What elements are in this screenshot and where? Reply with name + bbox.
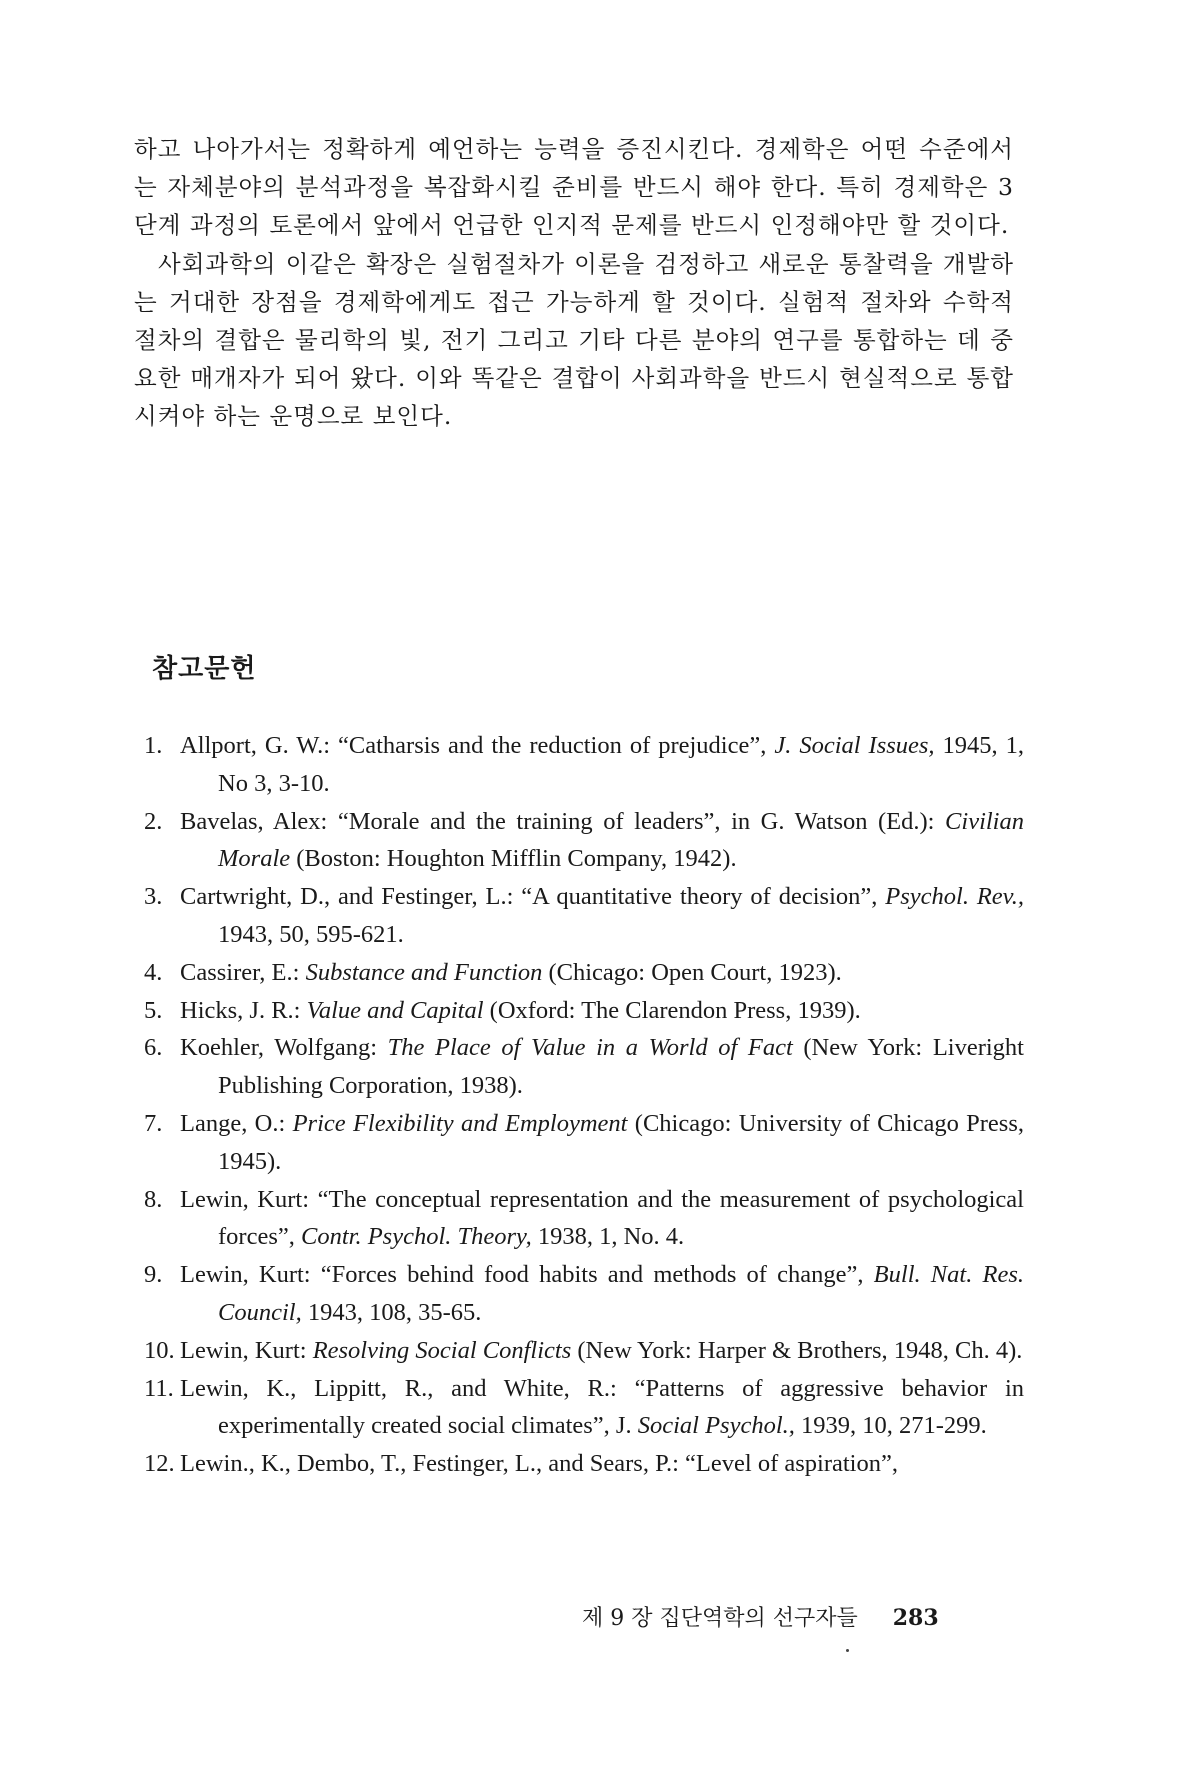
references-heading: 참고문헌 <box>152 654 257 684</box>
reference-number: 9. <box>144 1261 163 1289</box>
reference-text: Cassirer, E.: Substance and Function (Chicago: Open Court, 1923). <box>180 958 842 986</box>
reference-number: 2. <box>144 807 163 835</box>
reference-number: 4. <box>144 958 163 986</box>
reference-item <box>134 878 1024 954</box>
body-text <box>134 130 1014 436</box>
reference-number: 11. <box>144 1374 174 1402</box>
paragraph-1: 하고 나아가서는 정확하게 예언하는 능력을 증진시킨다. 경제학은 어떤 수준에서는 자체분야의 분석과정을 복잡화시킬 준비를 반드시 해야 한다. 특히 경제학은 3단계 과정의 토론에서 앞에서 언급한 인지적 문제를 반드시 인정해야만 할 것이다. <box>134 135 1014 240</box>
reference-number: 8. <box>144 1185 163 1213</box>
reference-text: Lewin, Kurt: Resolving Social Conflicts (New York: Harper & Brothers, 1948, Ch. 4). <box>180 1336 1023 1364</box>
reference-number: 6. <box>144 1034 163 1062</box>
reference-number: 3. <box>144 883 163 911</box>
reference-text: Lewin, K., Lippitt, R., and White, R.: “Patterns of aggressive behavior in experimentally created social climates”, J. Social Psychol., 1939, 10, 271-299. <box>180 1374 1024 1440</box>
paragraph-2: 사회과학의 이같은 확장은 실험절차가 이론을 검정하고 새로운 통찰력을 개발하는 거대한 장점을 경제학에게도 접근 가능하게 할 것이다. 실험적 절차와 수학적 절차의 결합은 물리학의 빛, 전기 그리고 기타 다른 분야의 연구를 통합하는 데 중요한 매개자가 되어 왔다. 이와 똑같은 결합이 사회과학을 반드시 현실적으로 통합시켜야 하는 운명으로 보인다. <box>134 249 1014 431</box>
reference-item <box>134 727 1024 803</box>
reference-number: 1. <box>144 732 163 759</box>
reference-item <box>134 803 1024 879</box>
reference-text: Allport, G. W.: “Catharsis and the reduction of prejudice”, J. Social Issues, 1945, 1, No 3, 3-10. <box>180 732 1025 797</box>
page-footer <box>582 1601 939 1632</box>
reference-item <box>134 954 1024 992</box>
reference-number: 12. <box>144 1450 175 1478</box>
reference-text: Lewin., K., Dembo, T., Festinger, L., and Sears, P.: “Level of aspiration”, <box>180 1450 898 1478</box>
reference-item <box>134 1105 1024 1181</box>
reference-number: 7. <box>144 1109 163 1137</box>
reference-item <box>134 992 1024 1030</box>
chapter-title: 제 9 장 집단역학의 선구자들 <box>582 1606 858 1631</box>
reference-list <box>134 727 1024 1483</box>
reference-text: Cartwright, D., and Festinger, L.: “A quantitative theory of decision”, Psychol. Rev., 1943, 50, 595-621. <box>180 883 1024 948</box>
reference-text: Bavelas, Alex: “Morale and the training of leaders”, in G. Watson (Ed.): Civilian Morale (Boston: Houghton Mifflin Company, 1942). <box>180 807 1024 873</box>
reference-item <box>134 1256 1024 1332</box>
reference-item <box>134 1445 1024 1483</box>
reference-text: Koehler, Wolfgang: The Place of Value in a World of Fact (New York: Liveright Publishing Corporation, 1938). <box>180 1034 1024 1100</box>
reference-item <box>134 1332 1024 1370</box>
reference-text: Lewin, Kurt: “The conceptual representation and the measurement of psychological forces”, Contr. Psychol. Theory, 1938, 1, No. 4. <box>180 1185 1024 1251</box>
reference-item <box>134 1181 1024 1257</box>
page-number: 283 <box>892 1605 939 1631</box>
print-speck <box>846 1649 849 1652</box>
reference-item <box>134 1029 1024 1105</box>
reference-number: 5. <box>144 996 163 1024</box>
reference-item <box>134 1370 1024 1446</box>
reference-text: Hicks, J. R.: Value and Capital (Oxford: The Clarendon Press, 1939). <box>180 996 861 1024</box>
reference-text: Lewin, Kurt: “Forces behind food habits and methods of change”, Bull. Nat. Res. Council, 1943, 108, 35-65. <box>180 1261 1024 1326</box>
reference-text: Lange, O.: Price Flexibility and Employment (Chicago: University of Chicago Press, 1945). <box>180 1109 1024 1175</box>
reference-number: 10. <box>144 1336 175 1364</box>
